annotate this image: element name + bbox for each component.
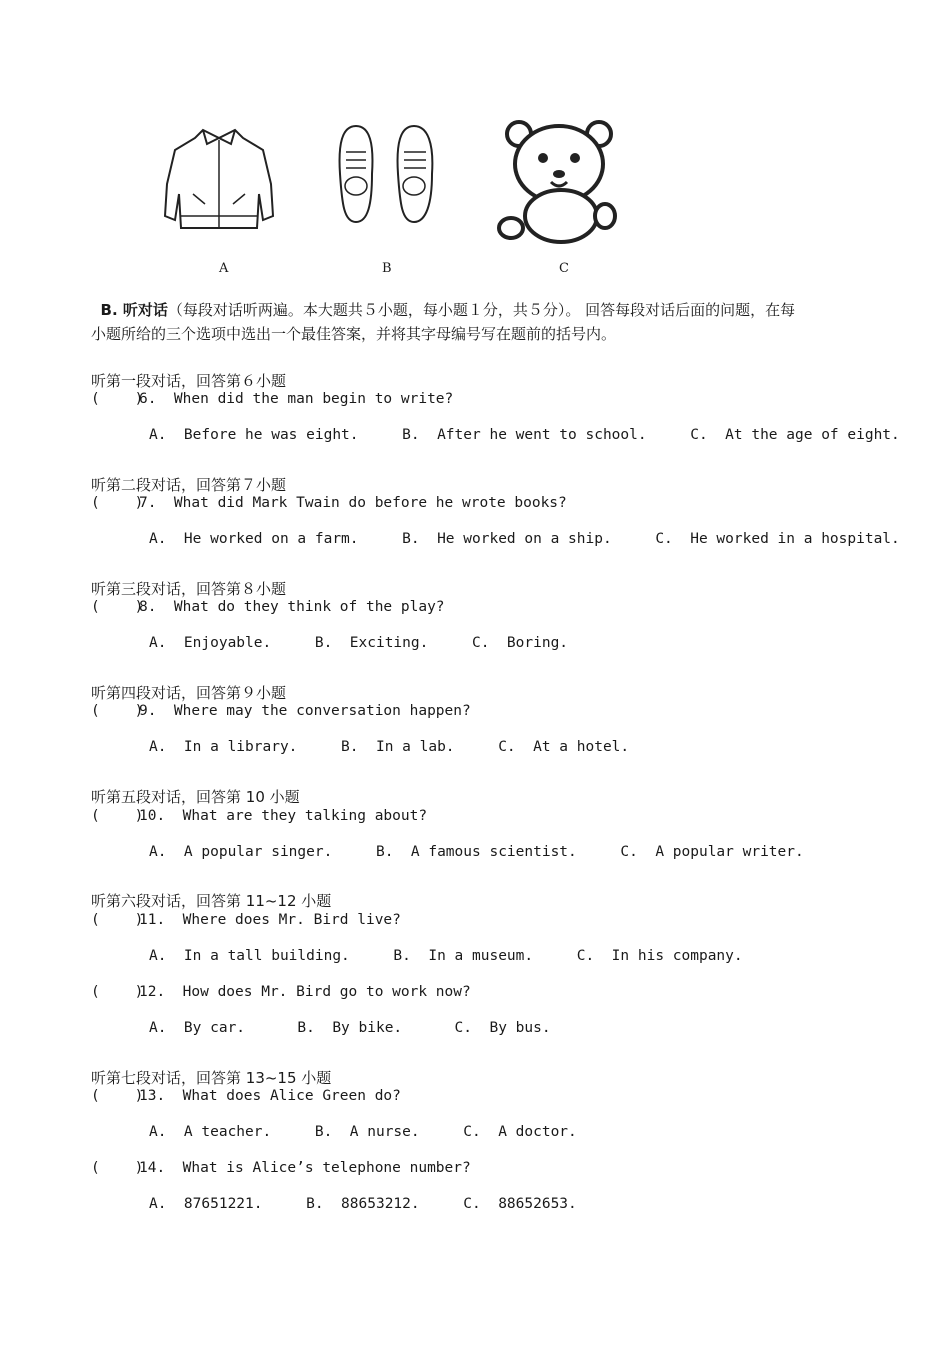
- question-7: [91, 495, 567, 511]
- section-b-instruction: [91, 281, 795, 320]
- answer-bracket[interactable]: ( ): [91, 912, 144, 928]
- section-b-instruction-line1: （每段对话听两遍。本大题共５小题，每小题１分，共５分）。 回答每段对话后面的问题，在每: [167, 301, 796, 319]
- question-11: [91, 912, 401, 928]
- answer-bracket[interactable]: ( ): [91, 391, 144, 407]
- question-text: 13. What does Alice Green do?: [139, 1088, 401, 1104]
- question-13-options: A. A teacher. B. A nurse. C. A doctor.: [149, 1124, 577, 1140]
- question-9-options: A. In a library. B. In a lab. C. At a hotel.: [149, 739, 630, 755]
- group-heading: 听第六段对话，回答第 11~12 小题: [91, 892, 332, 910]
- question-10-options: A. A popular singer. B. A famous scientist. C. A popular writer.: [149, 844, 804, 860]
- answer-bracket[interactable]: ( ): [91, 984, 144, 1000]
- group-heading: 听第二段对话，回答第７小题: [91, 476, 287, 494]
- group-heading: 听第一段对话，回答第６小题: [91, 372, 287, 390]
- question-11-options: A. In a tall building. B. In a museum. C. In his company.: [149, 948, 743, 964]
- question-8: [91, 599, 445, 615]
- question-14: [91, 1160, 471, 1176]
- question-6-options: A. Before he was eight. B. After he went to school. C. At the age of eight.: [149, 427, 900, 443]
- question-text: 6. When did the man begin to write?: [139, 391, 454, 407]
- answer-bracket[interactable]: ( ): [91, 1088, 144, 1104]
- question-12-options: A. By car. B. By bike. C. By bus.: [149, 1020, 551, 1036]
- section-b-instruction-line2: 小题所给的三个选项中选出一个最佳答案，并将其字母编号写在题前的括号内。: [91, 325, 617, 343]
- question-7-options: A. He worked on a farm. B. He worked on a ship. C. He worked in a hospital.: [149, 531, 900, 547]
- question-text: 11. Where does Mr. Bird live?: [139, 912, 401, 928]
- picture-label-b: B: [382, 261, 392, 276]
- shoes-icon: [336, 124, 436, 228]
- picture-label-a: A: [219, 261, 229, 276]
- question-9: [91, 703, 471, 719]
- group-heading: 听第四段对话，回答第９小题: [91, 684, 287, 702]
- section-b-title: B. 听对话: [100, 301, 168, 319]
- question-6: [91, 391, 453, 407]
- question-text: 8. What do they think of the play?: [139, 599, 445, 615]
- teddy-bear-icon: [497, 120, 621, 244]
- question-text: 12. How does Mr. Bird go to work now?: [139, 984, 471, 1000]
- jacket-icon: [163, 124, 275, 234]
- question-12: [91, 984, 471, 1000]
- question-14-options: A. 87651221. B. 88653212. C. 88652653.: [149, 1196, 577, 1212]
- question-text: 14. What is Alice’s telephone number?: [139, 1160, 471, 1176]
- answer-bracket[interactable]: ( ): [91, 495, 144, 511]
- group-heading: 听第五段对话，回答第 10 小题: [91, 788, 300, 806]
- question-text: 7. What did Mark Twain do before he wrote books?: [139, 495, 567, 511]
- question-13: [91, 1088, 401, 1104]
- answer-bracket[interactable]: ( ): [91, 703, 144, 719]
- group-heading: 听第七段对话，回答第 13~15 小题: [91, 1069, 332, 1087]
- answer-bracket[interactable]: ( ): [91, 1160, 144, 1176]
- answer-bracket[interactable]: ( ): [91, 599, 144, 615]
- question-text: 9. Where may the conversation happen?: [139, 703, 471, 719]
- picture-label-c: C: [559, 261, 569, 276]
- question-text: 10. What are they talking about?: [139, 808, 428, 824]
- question-8-options: A. Enjoyable. B. Exciting. C. Boring.: [149, 635, 569, 651]
- group-heading: 听第三段对话，回答第８小题: [91, 580, 287, 598]
- question-10: [91, 808, 427, 824]
- answer-bracket[interactable]: ( ): [91, 808, 144, 824]
